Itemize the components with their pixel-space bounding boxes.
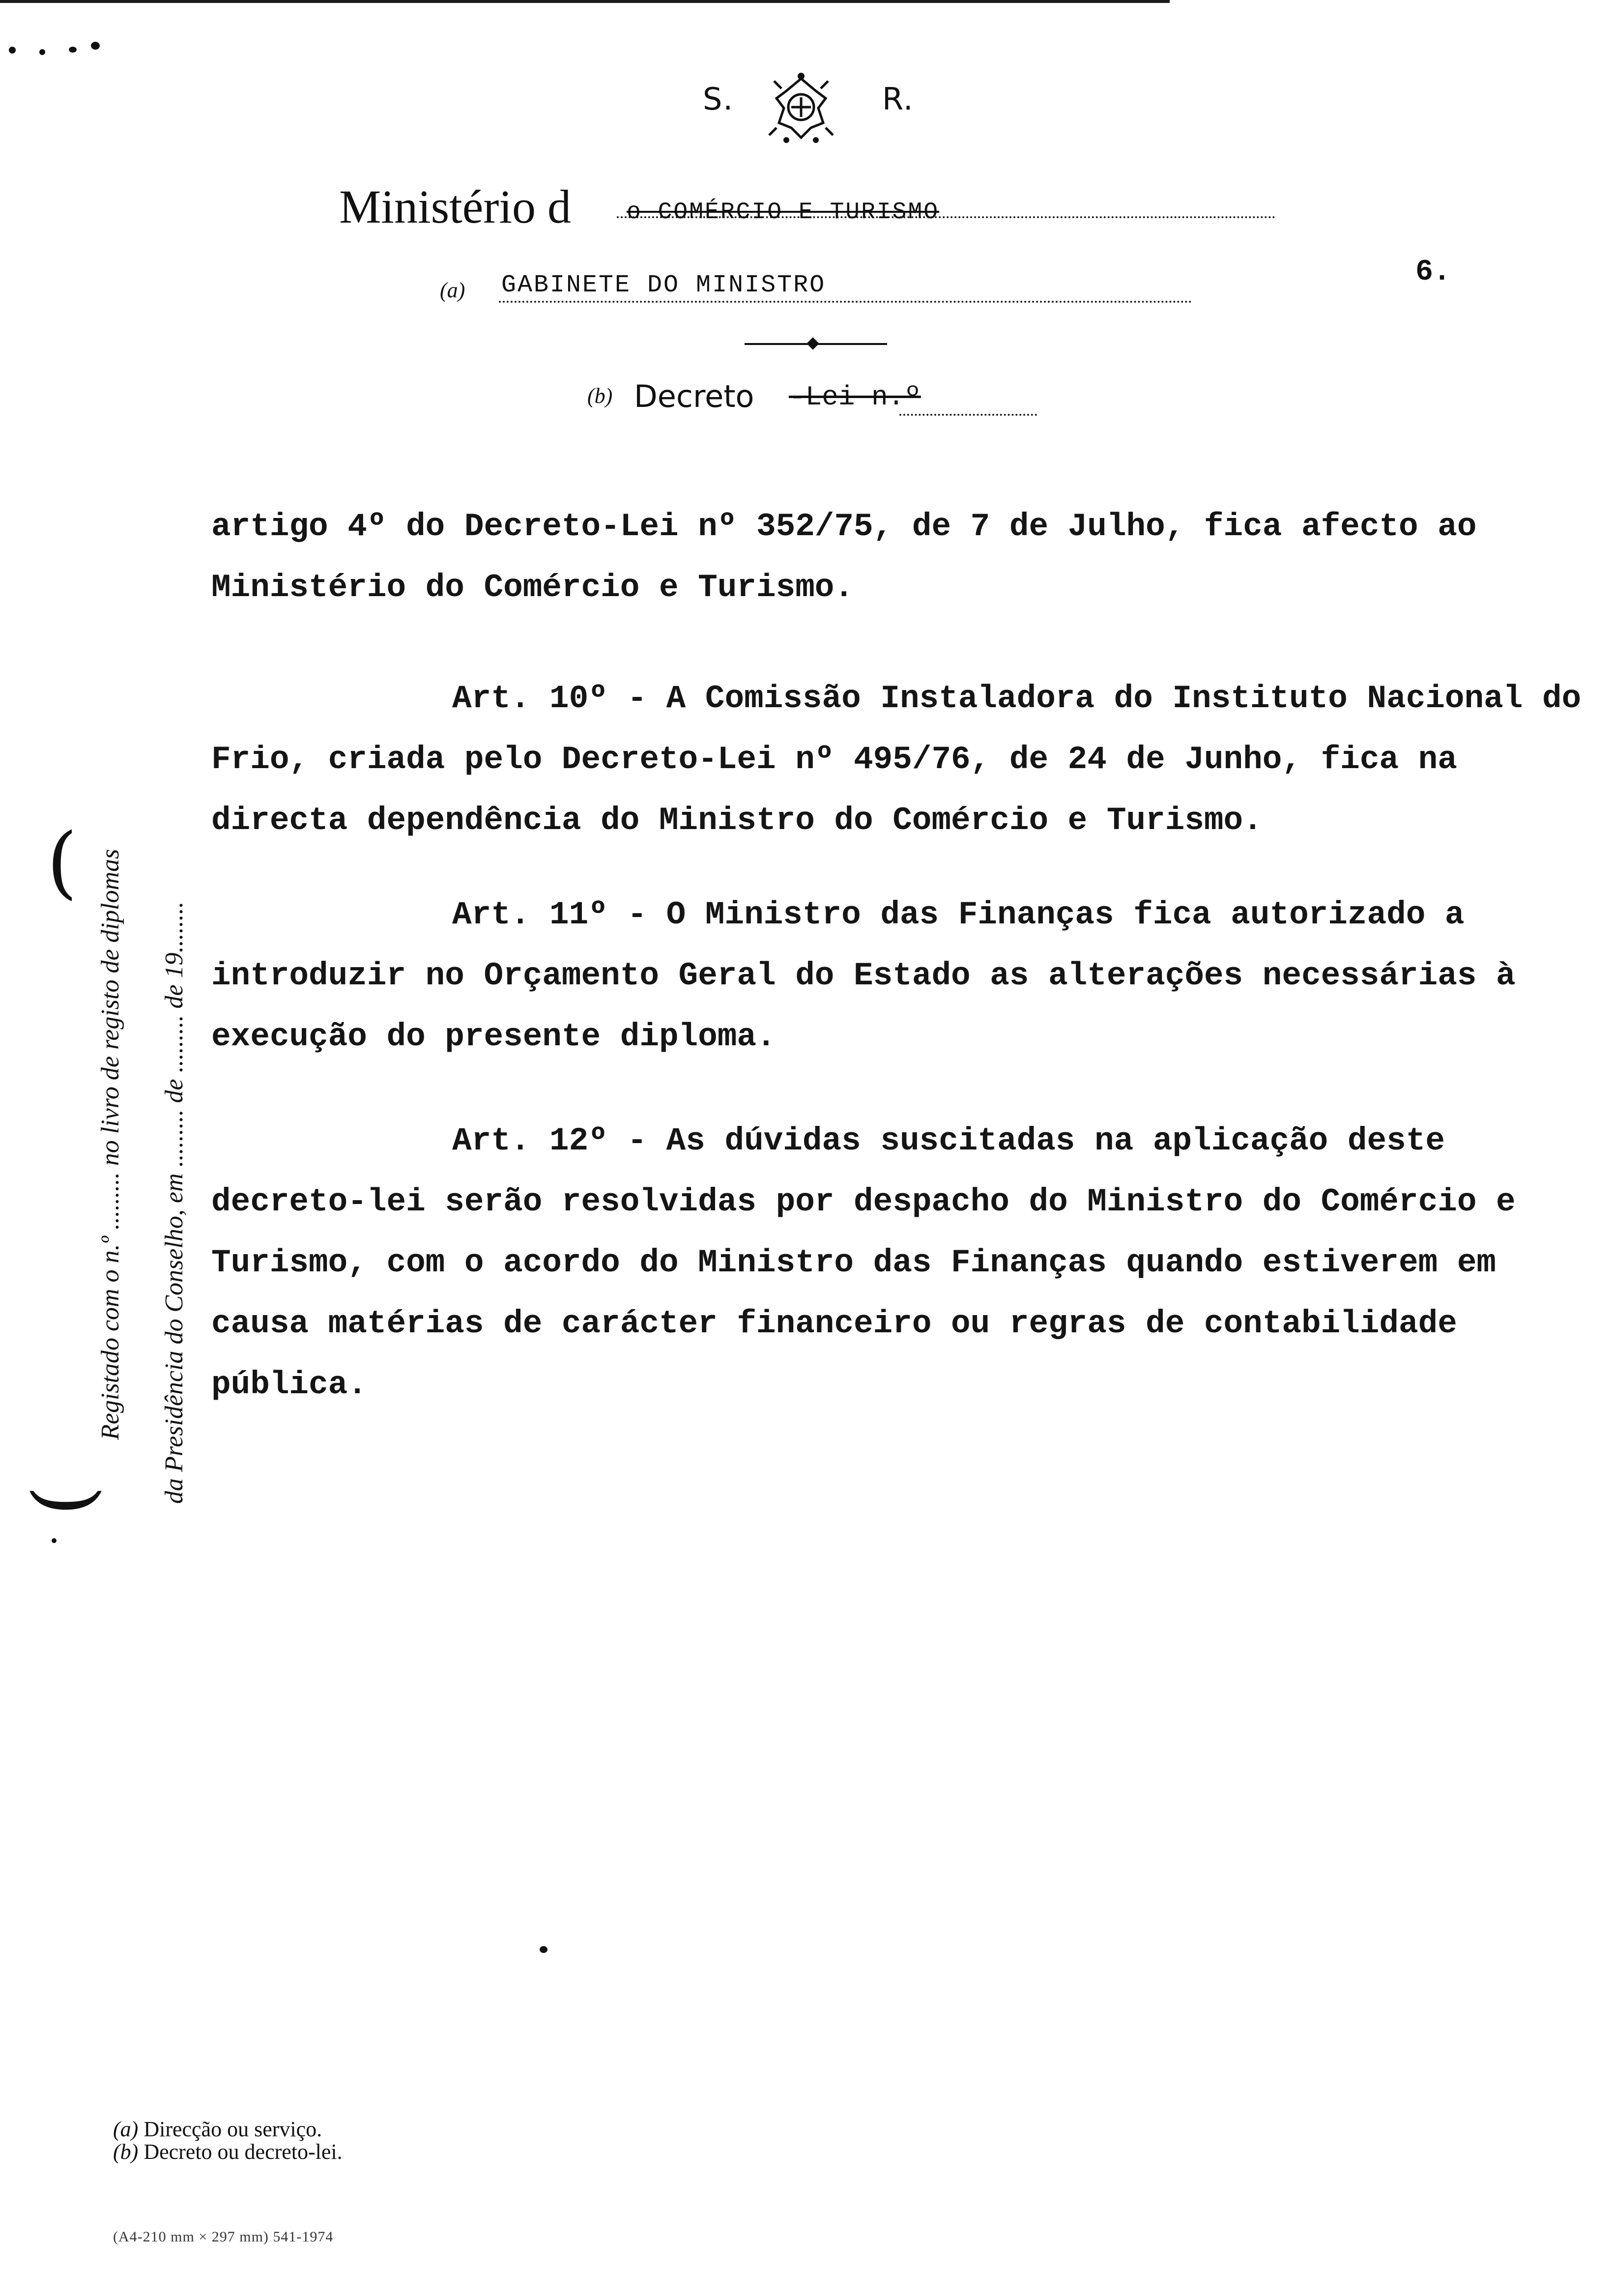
coat-of-arms-icon bbox=[757, 69, 845, 147]
margin-bracket-top: ( bbox=[47, 816, 78, 908]
margin-registration-line2: da Presidência do Conselho, em ......... de ......... de 19........ bbox=[160, 901, 188, 1504]
footnote-b-marker: (b) bbox=[113, 2140, 139, 2164]
divider-diamond bbox=[806, 337, 819, 349]
print-info: (A4-210 mm × 297 mm) 541-1974 bbox=[113, 2229, 334, 2245]
header-letter-r: R. bbox=[882, 81, 914, 117]
paragraph-article-11: Art. 11º - O Ministro das Finanças fica autorizado a introduzir no Orçamento Geral do Estado as alterações necessárias à execução do presente diploma. bbox=[211, 896, 1516, 1055]
scan-speck bbox=[39, 49, 45, 55]
top-edge-line bbox=[0, 0, 1170, 3]
footnotes bbox=[113, 2118, 343, 2163]
scan-speck bbox=[52, 1538, 57, 1543]
scan-speck bbox=[9, 47, 16, 54]
scan-speck bbox=[69, 47, 77, 53]
ministry-label: Ministério d bbox=[339, 180, 571, 233]
service-fill-text: GABINETE DO MINISTRO bbox=[501, 271, 826, 299]
margin-bracket-bottom: ( bbox=[16, 1485, 108, 1516]
footnote-a-marker: (a) bbox=[113, 2117, 139, 2141]
paragraph-article-9-end: artigo 4º do Decreto-Lei nº 352/75, de 7 de Julho, fica afecto ao Ministério do Comércio e Turismo. bbox=[211, 508, 1477, 606]
footnote-b bbox=[113, 2141, 343, 2163]
header-letter-s: S. bbox=[703, 81, 734, 117]
service-marker: (a) bbox=[440, 278, 465, 302]
footnote-a bbox=[113, 2118, 343, 2141]
scan-speck bbox=[540, 1946, 547, 1953]
decree-dotted-line bbox=[899, 414, 1037, 416]
paragraph-article-10: Art. 10º - A Comissão Instaladora do Instituto Nacional do Frio, criada pelo Decreto-Lei nº 495/76, de 24 de Junho, fica na directa dependência do Ministro do Comércio e Turismo. bbox=[211, 680, 1582, 839]
page-number: 6. bbox=[1415, 256, 1451, 289]
decree-fill-text: -Lei n.º bbox=[789, 381, 921, 413]
footnote-a-text: Direcção ou serviço. bbox=[144, 2117, 322, 2141]
paragraph-article-12: Art. 12º - As dúvidas suscitadas na aplicação deste decreto-lei serão resolvidas por despacho do Ministro do Comércio e Turismo, com o acordo do Ministro das Finanças quando estiverem em causa matérias de carácter financeiro ou regras de contabilidade pública. bbox=[211, 1122, 1516, 1403]
scan-speck bbox=[91, 42, 100, 50]
decree-marker: (b) bbox=[587, 384, 613, 408]
footnote-b-text: Decreto ou decreto-lei. bbox=[144, 2140, 343, 2164]
service-dotted-line bbox=[499, 301, 1192, 303]
margin-registration-line1: Registado com o n.º ......... no livro de registo de diplomas bbox=[96, 849, 124, 1440]
ministry-fill-text: o COMÉRCIO E TURISMO bbox=[627, 199, 940, 226]
decree-label: Decreto bbox=[634, 378, 754, 414]
